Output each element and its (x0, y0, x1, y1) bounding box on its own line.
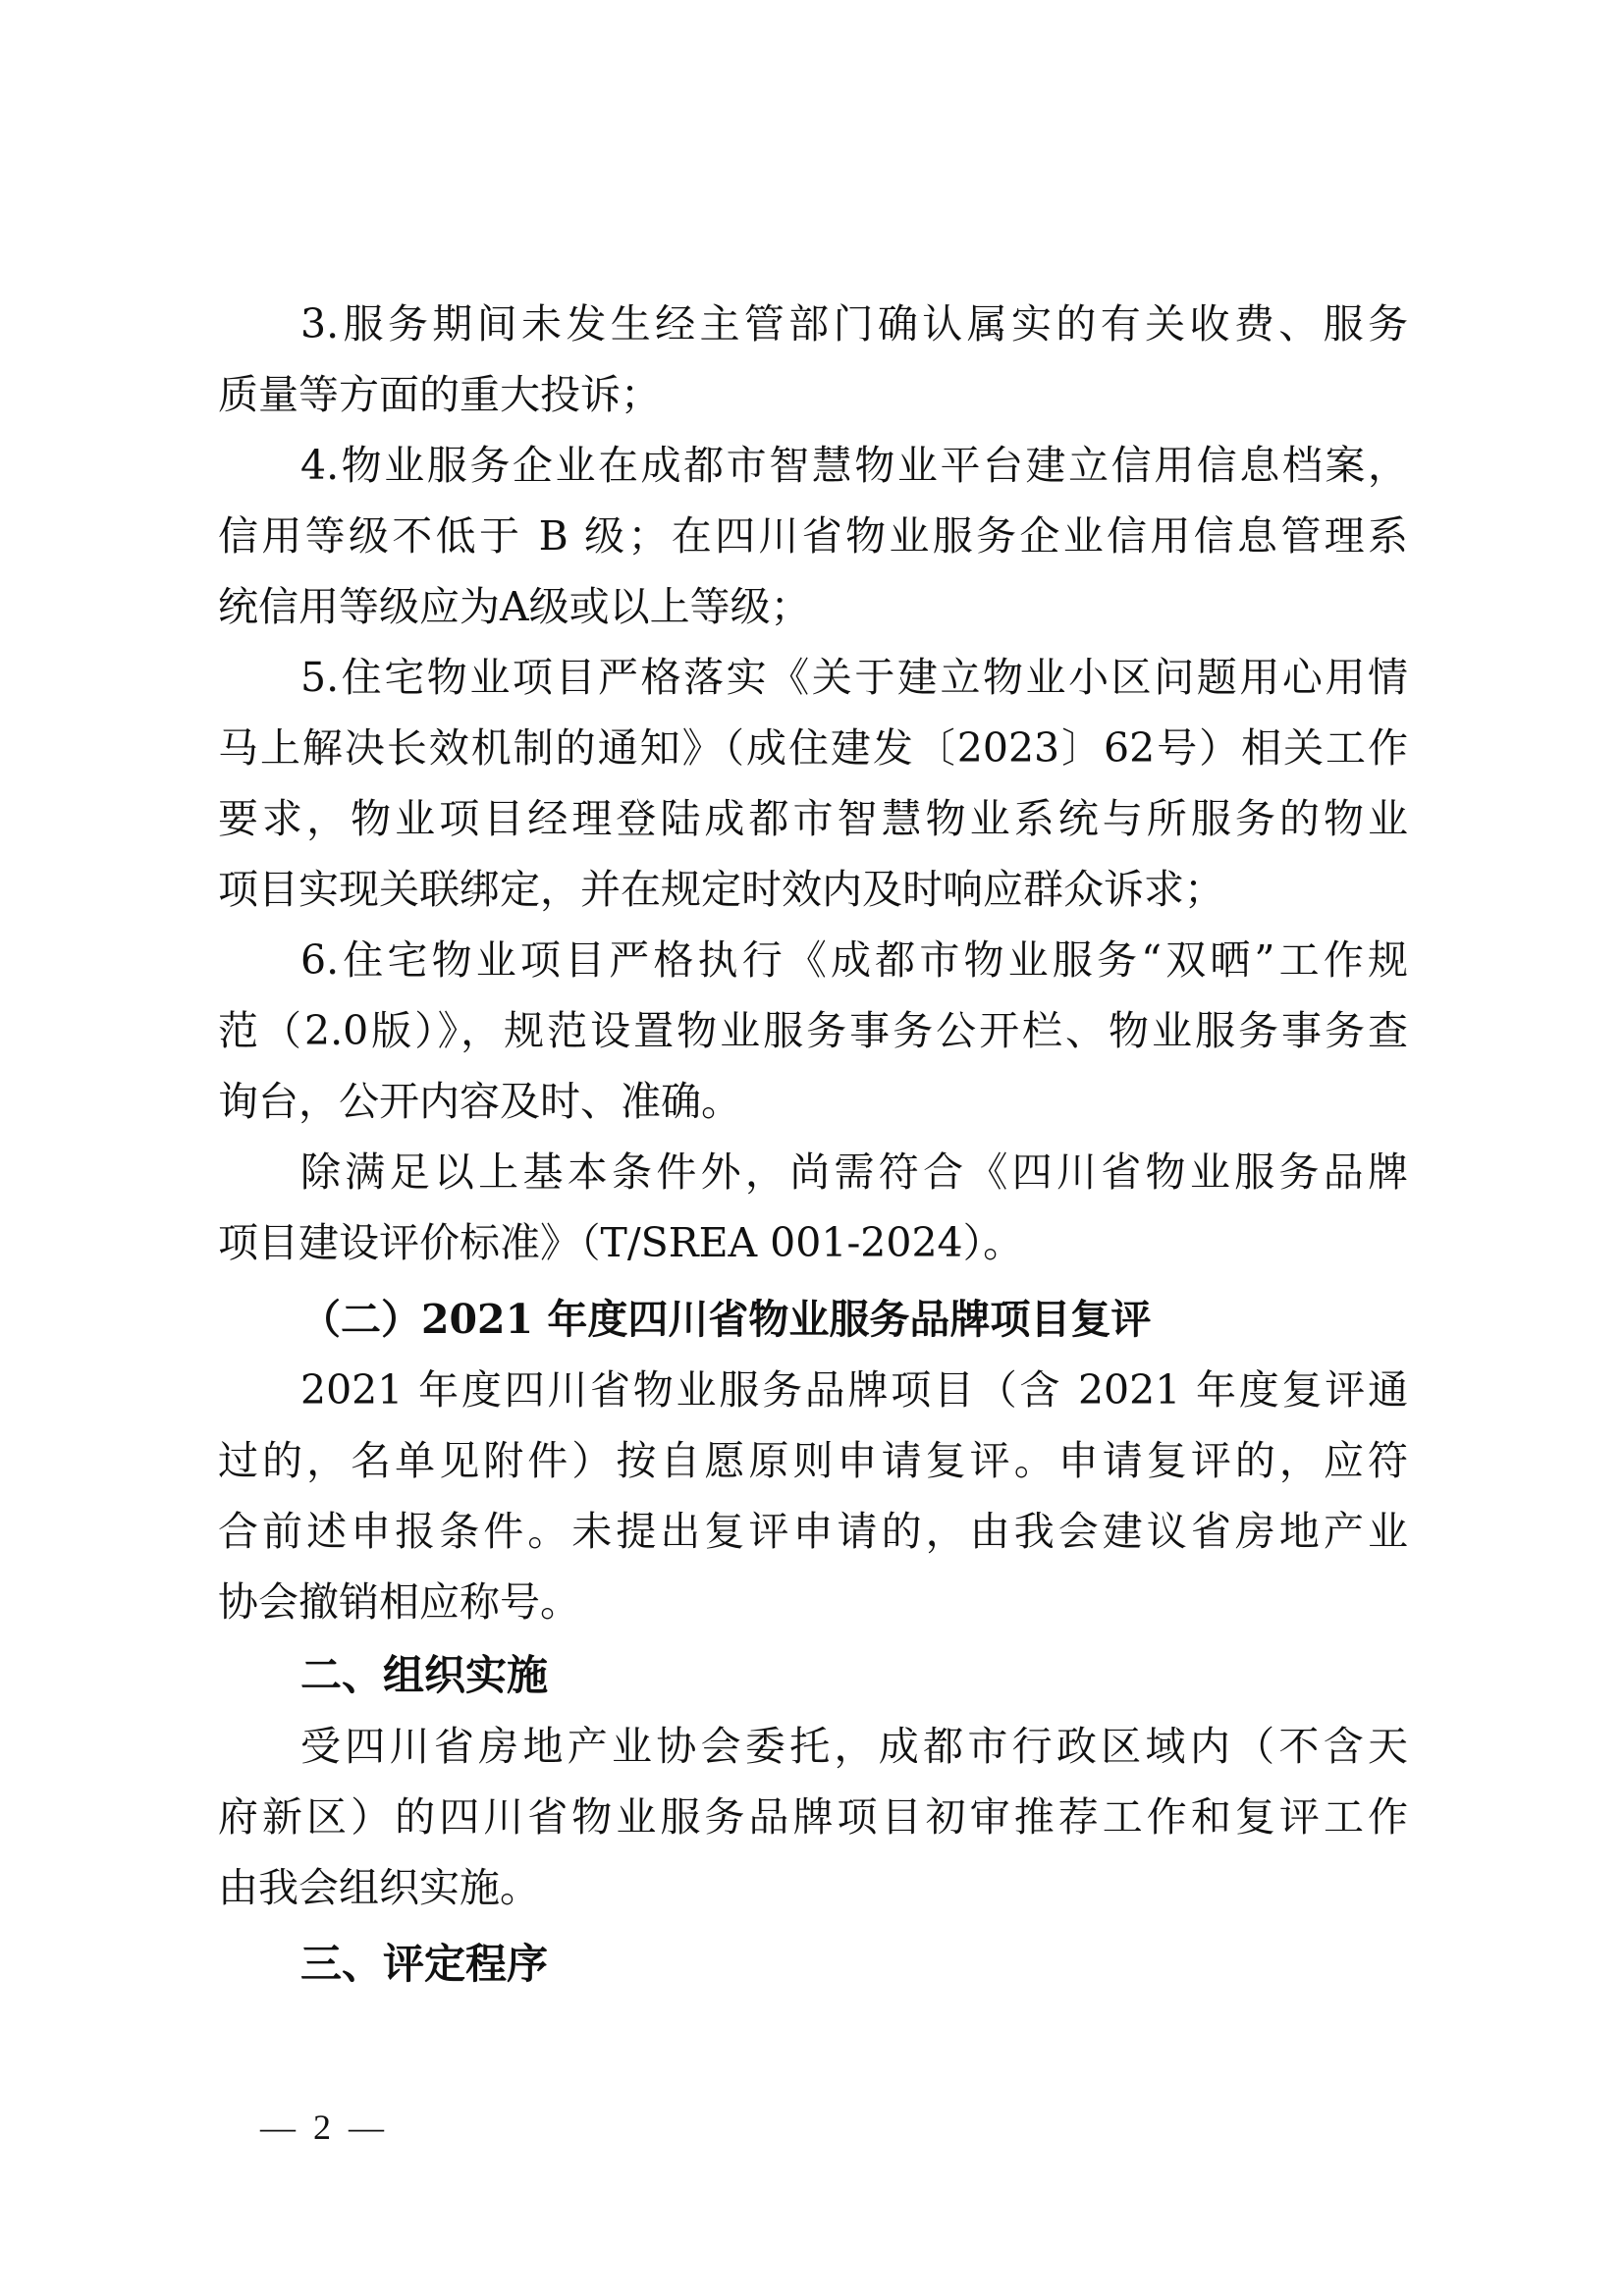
paragraph-review-line-1: 2021 年度四川省物业服务品牌项目（含 2021 年度复评通 (300, 1366, 1408, 1414)
list-item-3-line-1: 3.服务期间未发生经主管部门确认属实的有关收费、服务 (300, 300, 1408, 347)
list-item-6-line-1: 6.住宅物业项目严格执行《成都市物业服务“双晒”工作规 (300, 936, 1408, 984)
list-item-4-line-2: 信用等级不低于 B 级；在四川省物业服务企业信用信息管理系 (218, 512, 1408, 560)
section-heading-procedure: 三、评定程序 (300, 1940, 549, 1988)
list-item-3-line-2: 质量等方面的重大投诉； (218, 371, 661, 418)
page-number: — 2 — (260, 2108, 384, 2147)
paragraph-organization-line-2: 府新区）的四川省物业服务品牌项目初审推荐工作和复评工作 (218, 1793, 1408, 1841)
list-item-4-line-1: 4.物业服务企业在成都市智慧物业平台建立信用信息档案， (300, 442, 1408, 489)
paragraph-additional-line-2: 项目建设评价标准》（T/SREA 001-2024）。 (218, 1219, 1024, 1266)
paragraph-review-line-3: 合前述申报条件。未提出复评申请的，由我会建议省房地产业 (218, 1508, 1408, 1555)
list-item-6-line-3: 询台，公开内容及时、准确。 (218, 1078, 741, 1125)
list-item-5-line-3: 要求，物业项目经理登陆成都市智慧物业系统与所服务的物业 (218, 795, 1408, 842)
list-item-4-line-3: 统信用等级应为A级或以上等级； (218, 583, 811, 630)
paragraph-additional-line-1: 除满足以上基本条件外，尚需符合《四川省物业服务品牌 (300, 1148, 1408, 1196)
paragraph-review-line-2: 过的，名单见附件）按自愿原则申请复评。申请复评的，应符 (218, 1437, 1408, 1484)
list-item-5-line-4: 项目实现关联绑定，并在规定时效内及时响应群众诉求； (218, 866, 1224, 913)
list-item-5-line-2: 马上解决长效机制的通知》（成住建发〔2023〕62号）相关工作 (218, 724, 1408, 772)
paragraph-organization-line-1: 受四川省房地产业协会委托，成都市行政区域内（不含天 (300, 1723, 1408, 1770)
paragraph-organization-line-3: 由我会组织实施。 (218, 1864, 540, 1911)
section-heading-organization: 二、组织实施 (300, 1651, 549, 1699)
paragraph-review-line-4: 协会撤销相应称号。 (218, 1578, 580, 1626)
list-item-5-line-1: 5.住宅物业项目严格落实《关于建立物业小区问题用心用情 (300, 654, 1408, 701)
subheading-review: （二）2021 年度四川省物业服务品牌项目复评 (300, 1296, 1152, 1343)
list-item-6-line-2: 范（2.0版）》，规范设置物业服务事务公开栏、物业服务事务查 (218, 1007, 1408, 1054)
